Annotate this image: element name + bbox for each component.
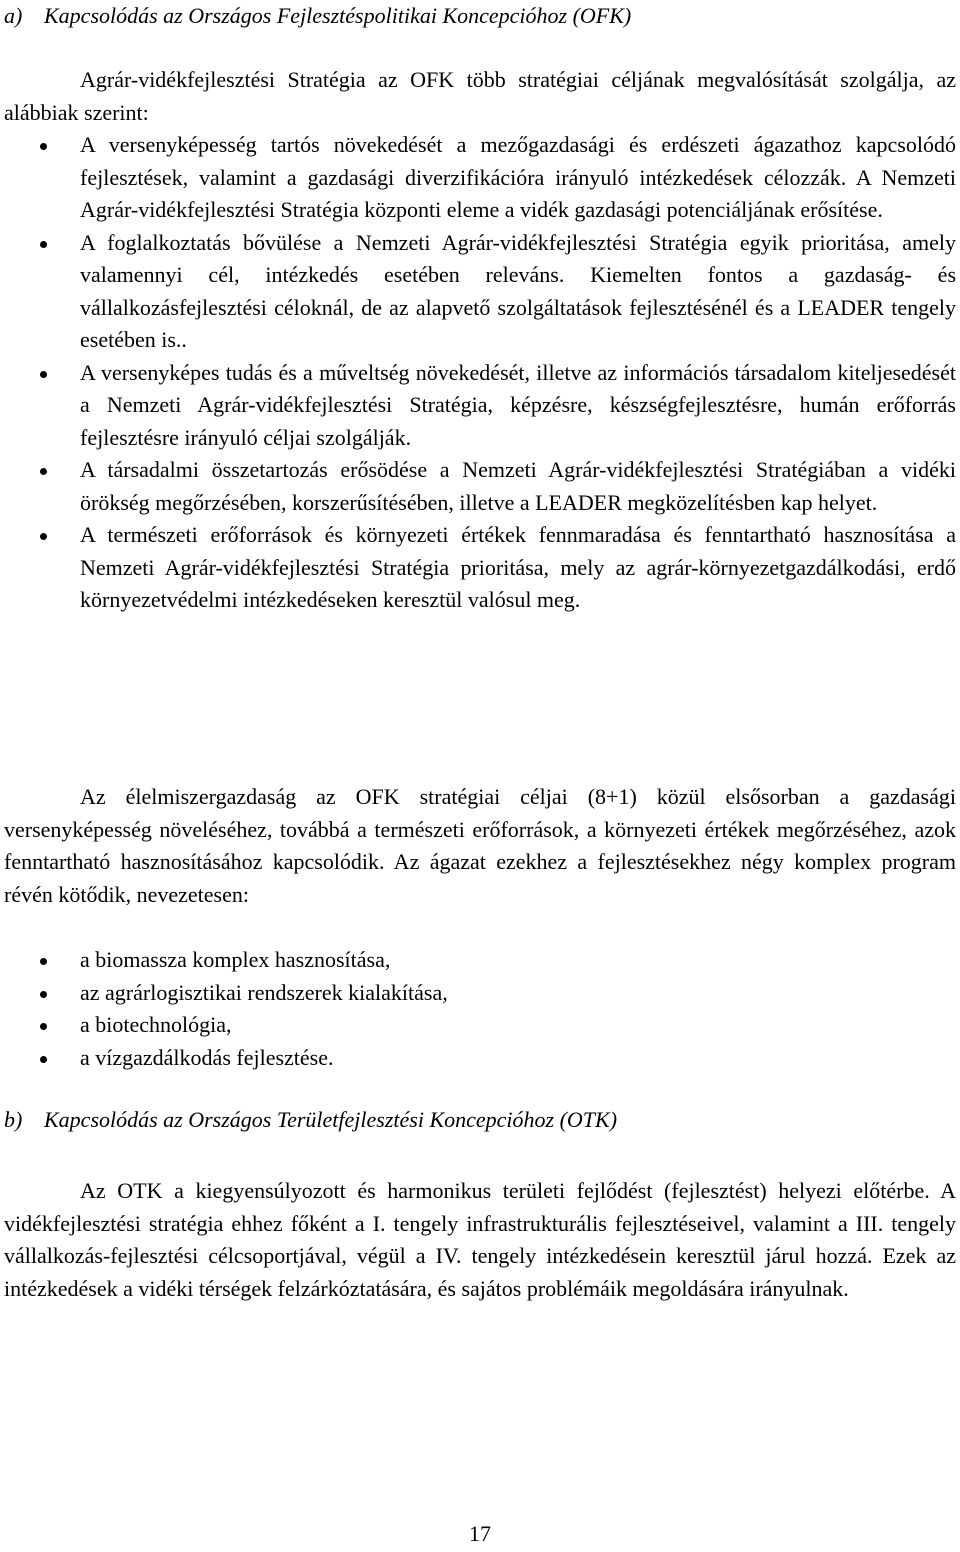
programs-list — [4, 944, 956, 1074]
section-b-heading — [4, 1104, 617, 1137]
section-b-label: b) — [4, 1107, 23, 1132]
list-item — [4, 1009, 956, 1042]
bullet-icon — [40, 1023, 47, 1030]
list-item — [4, 944, 956, 977]
bullet-icon — [40, 468, 47, 475]
list-item-text: az agrárlogisztikai rendszerek kialakítása, — [80, 979, 448, 1005]
list-item-text: A versenyképesség tartós növekedését a mezőgazdasági és erdészeti ágazathoz kapcsolódó fejlesztések, valamint a gazdasági diverzifikációra irányuló intézkedések célozzák. A Nemzeti Agrár-vidékfejlesztési Stratégia központi eleme a vidék gazdasági potenciáljának erősítése. — [80, 132, 956, 222]
list-item — [4, 977, 956, 1010]
bullet-icon — [40, 1056, 47, 1063]
bullet-icon — [40, 533, 47, 540]
bullet-icon — [40, 371, 47, 378]
bullet-icon — [40, 241, 47, 248]
section-b-paragraph: Az OTK a kiegyensúlyozott és harmonikus területi fejlődést (fejlesztést) helyezi előtérbe. A vidékfejlesztési stratégia ehhez főként a I. tengely infrastrukturális fejlesztéseivel, valamint a III. tengely vállalkozás-fejlesztési célcsoportjával, végül a IV. tengely intézkedésein keresztül járul hozzá. Ezek az intézkedések a vidéki térségek felzárkóztatására, és sajátos problémáik megoldására irányulnak. — [4, 1178, 956, 1301]
list-item-text: a vízgazdálkodás fejlesztése. — [80, 1044, 334, 1070]
page-number: 17 — [469, 1521, 491, 1546]
food-economy-paragraph: Az élelmiszergazdaság az OFK stratégiai céljai (8+1) közül elsősorban a gazdasági versenyképesség növeléséhez, továbbá a természeti erőforrások, a környezeti értékek megőrzéséhez, azok fenntartható hasznosításához kapcsolódik. Az ágazat ezekhez a fejlesztésekhez négy komplex program révén kötődik, nevezetesen: — [4, 784, 956, 907]
list-item-text: a biomassza komplex hasznosítása, — [80, 947, 391, 972]
section-a-intro: Agrár-vidékfejlesztési Stratégia az OFK több stratégiai céljának megvalósítását szolgálja, az alábbiak szerint: — [4, 67, 956, 125]
list-item — [4, 519, 956, 617]
ofk-goals-list — [4, 129, 956, 617]
bullet-icon — [40, 958, 47, 965]
list-item — [4, 357, 956, 455]
section-a-title: Kapcsolódás az Országos Fejlesztéspolitikai Koncepcióhoz (OFK) — [44, 3, 632, 28]
list-item — [4, 129, 956, 227]
list-item-text: A foglalkoztatás bővülése a Nemzeti Agrár-vidékfejlesztési Stratégia egyik prioritása, amely valamennyi cél, intézkedés esetében releváns. Kiemelten fontos a gazdaság- és vállalkozásfejlesztési céloknál, de az alapvető szolgáltatások fejlesztésénél és a LEADER tengely esetében is.. — [80, 229, 956, 352]
section-a-label: a) — [4, 3, 23, 28]
bullet-icon — [40, 991, 47, 998]
list-item-text: A természeti erőforrások és környezeti értékek fennmaradása és fenntartható hasznosítása a Nemzeti Agrár-vidékfejlesztési Stratégia prioritása, mely az agrár-környezetgazdálkodási, erdő környezetvédelmi intézkedéseken keresztül valósul meg. — [80, 522, 956, 612]
list-item — [4, 454, 956, 519]
list-item — [4, 1042, 956, 1075]
list-item-text: A társadalmi összetartozás erősödése a Nemzeti Agrár-vidékfejlesztési Stratégiában a vidéki örökség megőrzésében, korszerűsítésében, illetve a LEADER megközelítésben kap helyet. — [80, 457, 956, 515]
list-item-text: a biotechnológia, — [80, 1012, 232, 1037]
list-item-text: A versenyképes tudás és a műveltség növekedését, illetve az információs társadalom kiteljesedését a Nemzeti Agrár-vidékfejlesztési Stratégia, képzésre, készségfejlesztésre, humán erőforrás fejlesztésre irányuló céljai szolgálják. — [80, 359, 956, 450]
section-a-heading — [4, 0, 631, 33]
bullet-icon — [40, 143, 47, 150]
list-item — [4, 227, 956, 357]
section-b-title: Kapcsolódás az Országos Területfejlesztési Koncepcióhoz (OTK) — [44, 1107, 618, 1132]
